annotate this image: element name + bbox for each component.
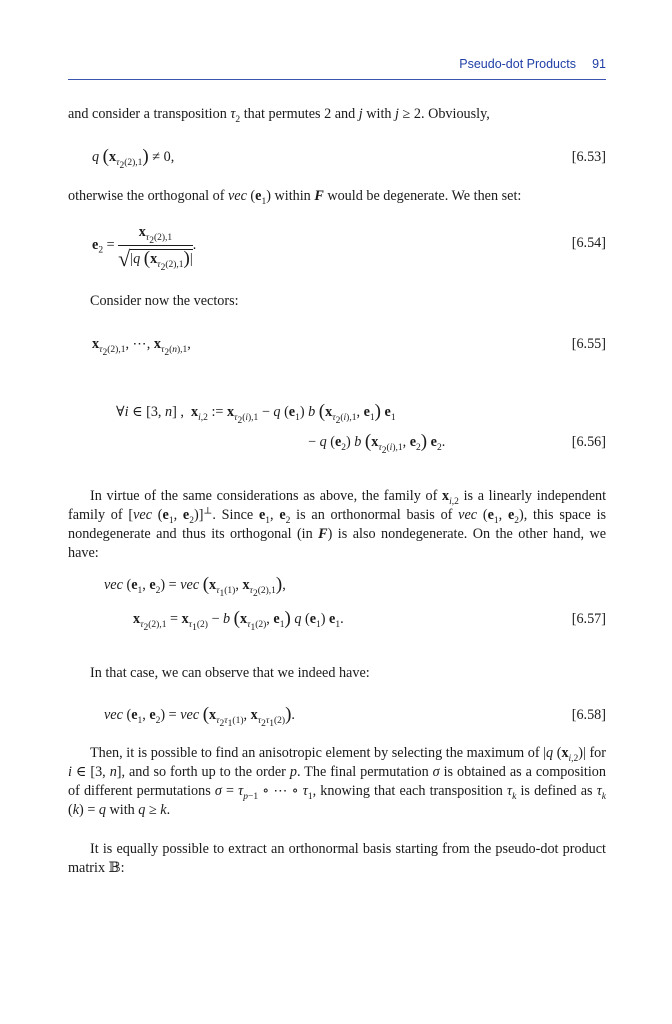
equation-6-55: $x_{\tau_2(2),1}$, ⋯, $x_{\tau_2(n),1}$, — [92, 336, 191, 358]
equation-6-53: q $(x_{\tau_2(2),1}) \ne 0$, — [92, 146, 175, 171]
header-rule — [68, 79, 606, 80]
running-header-title: Pseudo-dot Products — [459, 57, 576, 71]
equation-number-6-58: [6.58] — [571, 707, 606, 723]
paragraph-2: otherwise the orthogonal of vec $(e_1)$ within F would be degenerate. We then set: — [68, 188, 522, 207]
equation-6-57-line-2: $x_{\tau_2(2),1} = x_{\tau_1(2)} - b$ ($x_{\tau_1(2)}$, $e_1$) q $(e_1)$ $e_1$. — [133, 608, 344, 633]
paragraph-6: Then, it is possible to find an anisotropic element by selecting the maximum of |q $(x_{i,2})|$ for i ∈ [3, n], and so forth up to the order p. The final permutation σ is obtained as a composition of different permutations $\sigma = \tau_{p-1}$ ∘ ⋯ ∘ $\tau_1$, knowing that each transposition $\tau_k$ is defined as $\tau_k$ (k) = q with q ≥ k. — [68, 745, 607, 818]
equation-6-57-line-1: vec ($e_1$, $e_2$) = vec ($x_{\tau_1(1)}$, $x_{\tau_2(2),1}$), — [104, 574, 286, 599]
paragraph-3: Consider now the vectors: — [90, 293, 239, 309]
equation-6-56-line-1: ∀i ∈ [3, n] , $x_{i,2}$ := $x_{\tau_2(i),1} - q$ $(e_1)$ b ($x_{\tau_2(i),1}$, $e_1$) $e_1$ — [116, 401, 396, 426]
equation-6-58: vec ($e_1$, $e_2$) = vec ($x_{\tau_2\tau_1(1)}$, $x_{\tau_2\tau_1(2)}$). — [104, 704, 295, 729]
paragraph-5: In that case, we can observe that we indeed have: — [90, 665, 370, 681]
paragraph-7: It is equally possible to extract an orthonormal basis starting from the pseudo-dot product matrix 𝔹: — [68, 841, 606, 876]
equation-number-6-56: [6.56] — [571, 434, 606, 450]
equation-6-56-line-2: − q $(e_2)$ b ($x_{\tau_2(i),1}$, $e_2$) $e_2$. — [308, 431, 446, 456]
paragraph-4: In virtue of the same considerations as above, the family of $x_{i,2}$ is a linearly independent family of [vec ($e_1$, $e_2)]^\perp$. Since $e_1$, $e_2$ is an orthonormal basis of vec ($e_1$, $e_2$), this space is nondegenerate and thus its orthogonal (in F) is also nondegenerate. On the other hand, we have: — [68, 488, 607, 561]
page-number: 91 — [592, 57, 606, 71]
equation-number-6-53: [6.53] — [571, 149, 606, 165]
equation-number-6-55: [6.55] — [571, 336, 606, 352]
equation-6-54: $e_2$ = $\frac{x_{\tau_2(2),1}}{√|q (x_{\tau_2(2),1})|}$ . — [92, 224, 197, 273]
paragraph-1: and consider a transposition $\tau_2$ that permutes 2 and j with j ≥ 2. Obviously, — [68, 106, 490, 125]
equation-number-6-54: [6.54] — [571, 235, 606, 251]
equation-number-6-57: [6.57] — [571, 611, 606, 627]
